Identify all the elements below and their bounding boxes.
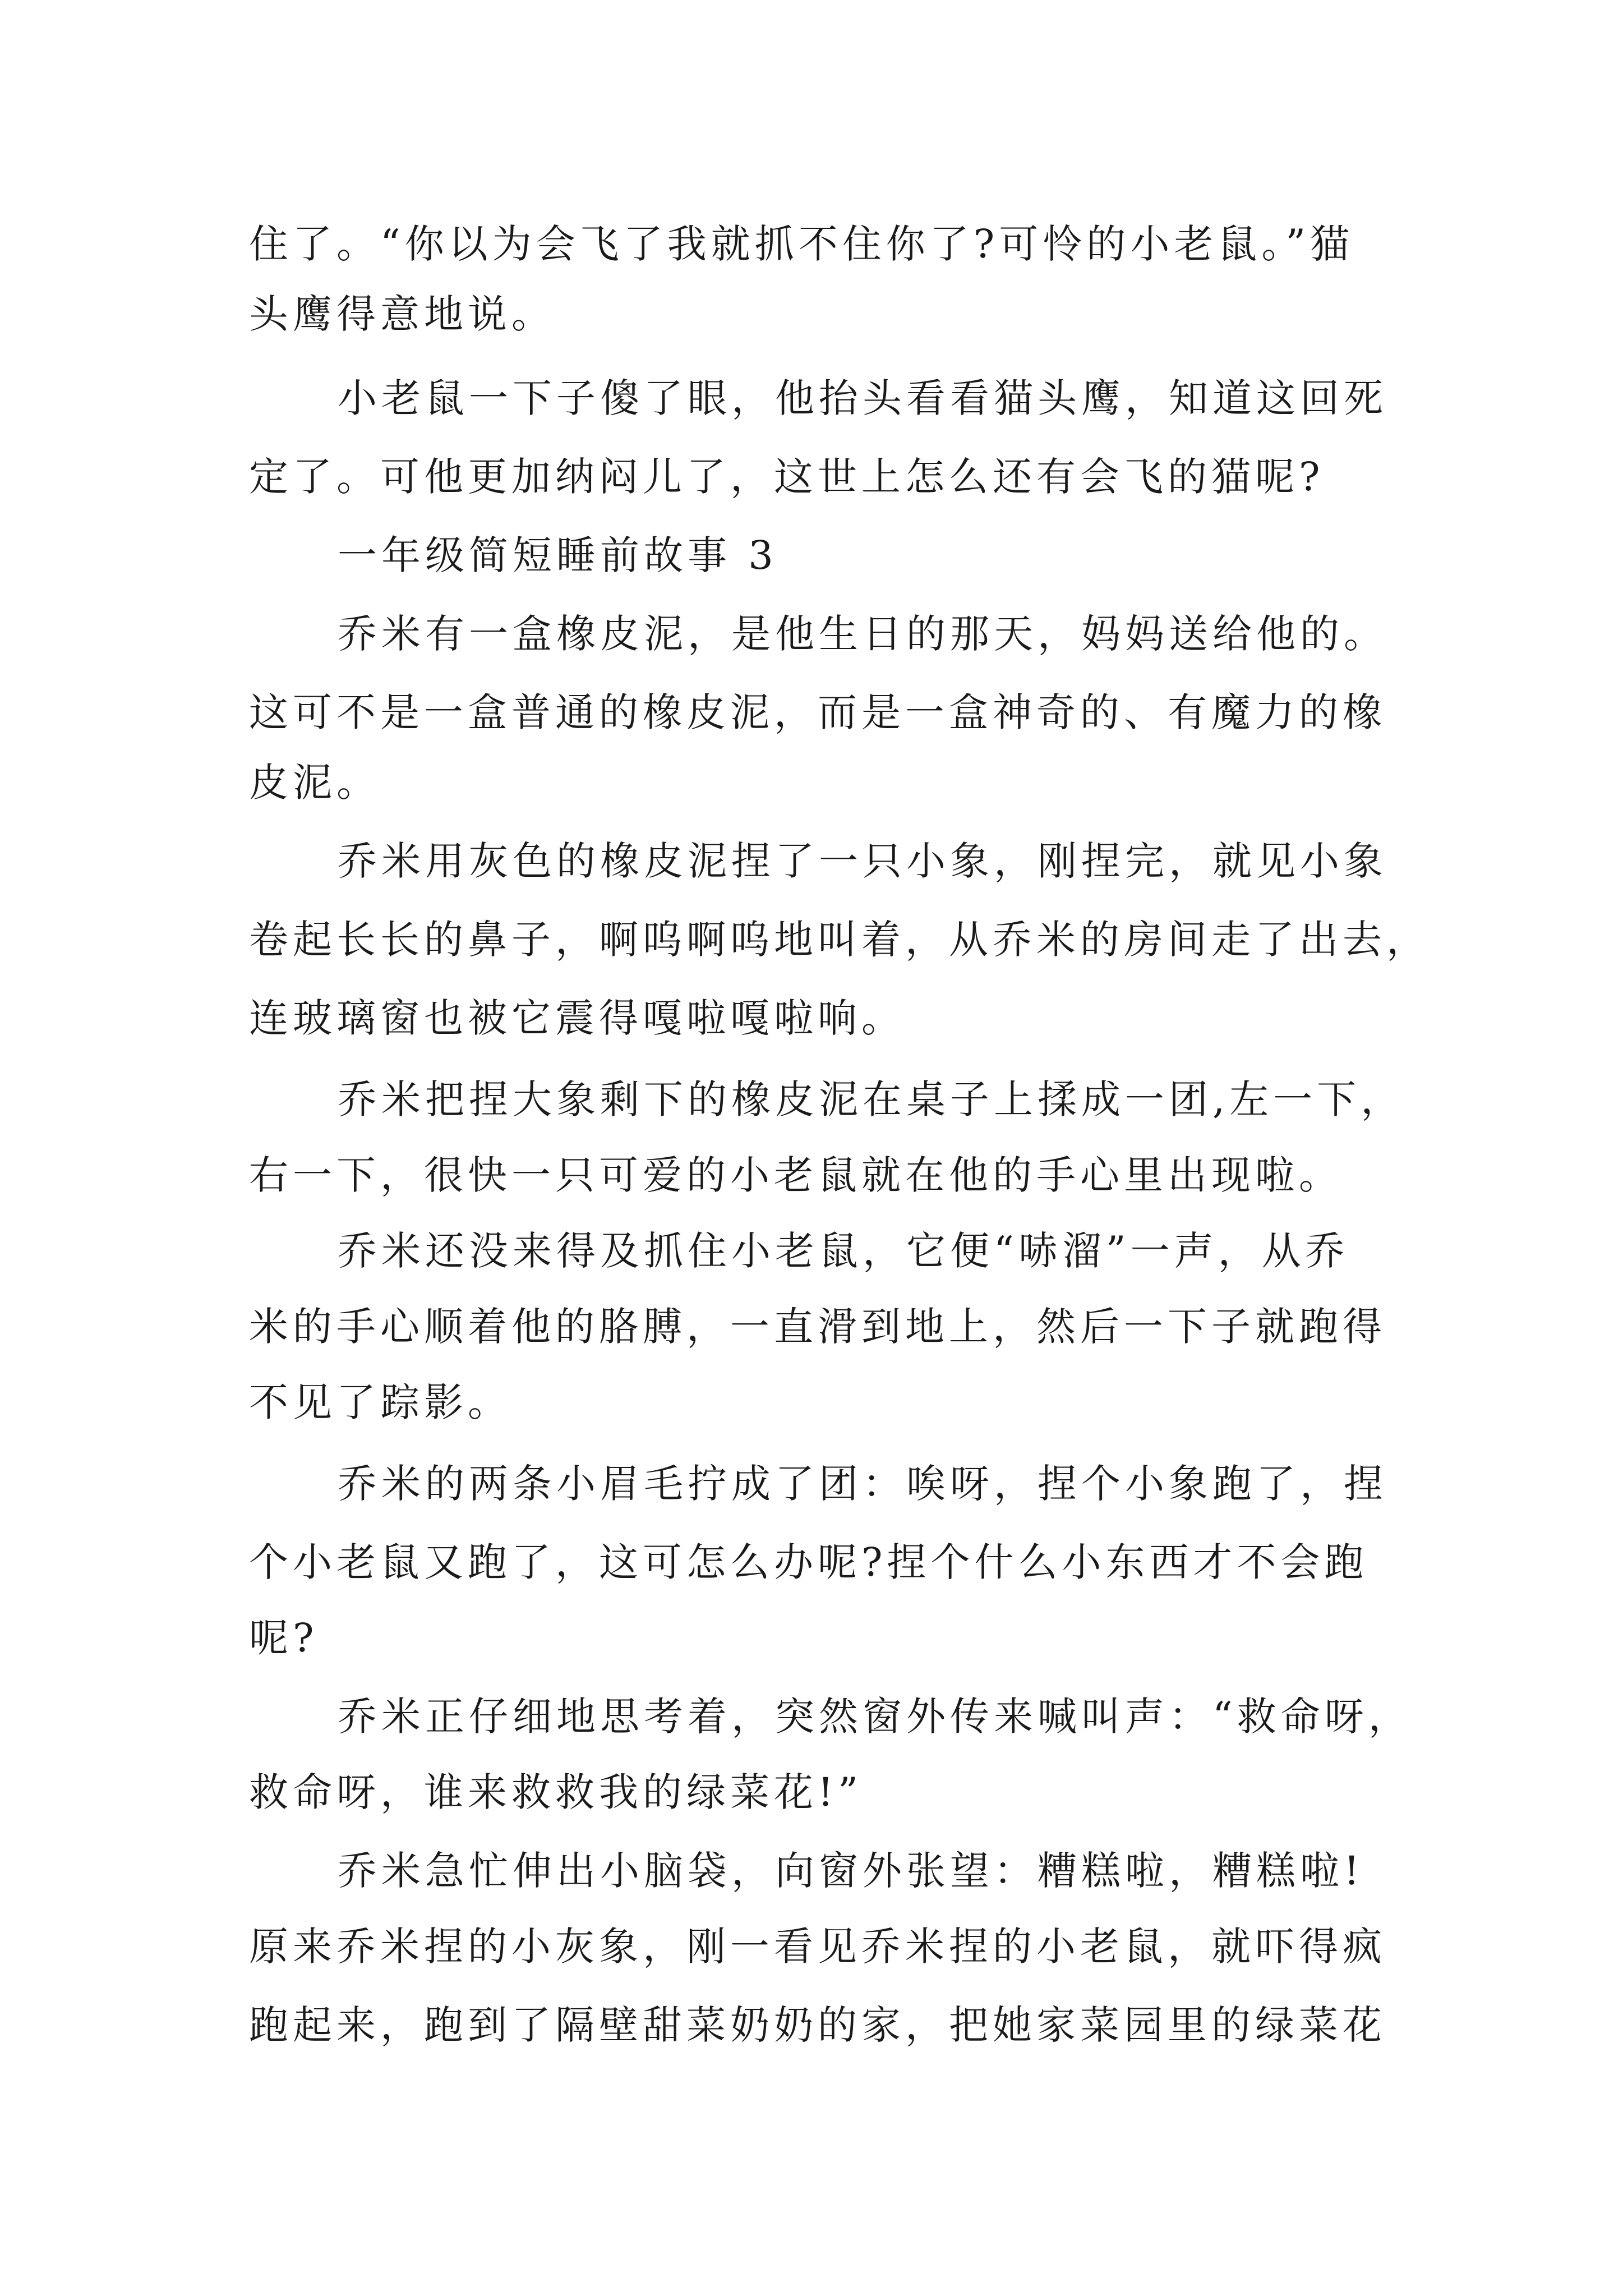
text-line-1: 住了。“你以为会飞了我就抓不住你了?可怜的小老鼠。”猫 <box>249 221 1354 267</box>
text-line-12: 乔米把捏大象剩下的橡皮泥在桌子上揉成一团,左一下， <box>338 1076 1405 1122</box>
text-line-24: 跑起来，跑到了隔壁甜菜奶奶的家，把她家菜园里的绿菜花 <box>249 2002 1386 2048</box>
text-line-11: 连玻璃窗也被它震得嘎啦嘎啦响。 <box>249 995 905 1041</box>
text-line-3: 小老鼠一下子傻了眼，他抬头看看猫头鹰，知道这回死 <box>338 375 1387 421</box>
text-line-16: 不见了踪影。 <box>249 1379 511 1425</box>
text-line-4: 定了。可他更加纳闷儿了，这世上怎么还有会飞的猫呢? <box>249 454 1325 500</box>
text-line-6: 乔米有一盒橡皮泥，是他生日的那天，妈妈送给他的。 <box>338 611 1387 657</box>
text-line-10: 卷起长长的鼻子，啊呜啊呜地叫着，从乔米的房间走了出去， <box>249 917 1430 963</box>
text-line-18: 个小老鼠又跑了，这可怎么办呢?捏个什么小东西才不会跑 <box>249 1539 1368 1585</box>
text-line-9: 乔米用灰色的橡皮泥捏了一只小象，刚捏完，就见小象 <box>338 838 1387 884</box>
text-line-13: 右一下，很快一只可爱的小老鼠就在他的手心里出现啦。 <box>249 1152 1343 1198</box>
text-line-15: 米的手心顺着他的胳膊，一直滑到地上，然后一下子就跑得 <box>249 1304 1386 1350</box>
text-line-21: 救命呀，谁来救救我的绿菜花!” <box>249 1769 863 1815</box>
text-line-22: 乔米急忙伸出小脑袋，向窗外张望：糟糕啦，糟糕啦! <box>338 1848 1364 1894</box>
story-heading: 一年级简短睡前故事 3 <box>338 532 778 578</box>
text-line-17: 乔米的两条小眉毛拧成了团：唉呀，捏个小象跑了，捏 <box>338 1461 1387 1507</box>
text-line-2: 头鹰得意地说。 <box>249 291 555 337</box>
text-line-19: 呢? <box>249 1615 319 1661</box>
text-line-14: 乔米还没来得及抓住小老鼠，它便“哧溜”一声，从乔 <box>338 1228 1349 1274</box>
text-line-7: 这可不是一盒普通的橡皮泥，而是一盒神奇的、有魔力的橡 <box>249 689 1386 735</box>
text-line-20: 乔米正仔细地思考着，突然窗外传来喊叫声：“救命呀， <box>338 1694 1412 1740</box>
text-line-23: 原来乔米捏的小灰象，刚一看见乔米捏的小老鼠，就吓得疯 <box>249 1924 1386 1970</box>
text-line-8: 皮泥。 <box>249 760 380 806</box>
